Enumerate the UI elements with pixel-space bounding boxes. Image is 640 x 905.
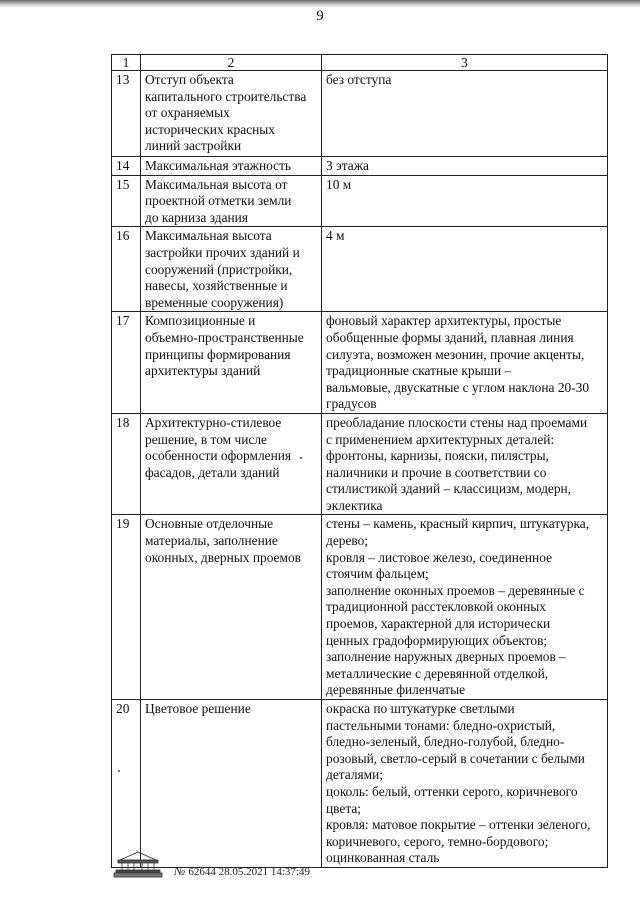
- table-header-row: [112, 55, 608, 71]
- government-seal-icon: [110, 846, 166, 878]
- table-row: [112, 515, 608, 700]
- value-text: коричневого, серого, темно-бордового;: [326, 833, 549, 849]
- value-text: цвета;: [326, 800, 362, 816]
- value-text: заполнение наружных дверных проемов –: [326, 649, 566, 665]
- parameter-text: капитального строительства: [145, 88, 307, 104]
- value-text: фронтоны, карнизы, пояски, пилястры,: [326, 448, 549, 464]
- row-number: 15: [112, 175, 141, 227]
- value-text: кровля – листовое железо, соединенное: [326, 549, 553, 565]
- value-text: 3 этажа: [326, 158, 369, 173]
- parameter-text: Максимальная этажность: [145, 158, 292, 173]
- value-text: деревянные филенчатые: [326, 682, 466, 698]
- value-text: преобладание плоскости стены над проемами: [326, 414, 588, 430]
- parameter-text: до карниза здания: [145, 209, 249, 225]
- parameter-text: проектной отметки земли: [145, 193, 292, 209]
- parameter-text: объемно-пространственные: [145, 329, 304, 345]
- value-cell: [322, 700, 608, 868]
- value-cell: [322, 515, 608, 700]
- value-text: с применением архитектурных деталей:: [326, 431, 555, 447]
- parameter-text: Максимальная высота от: [145, 176, 288, 192]
- parameter-cell: [141, 312, 322, 414]
- row-number: 14: [112, 157, 141, 176]
- parameter-text: Отступ объекта: [145, 72, 234, 87]
- parameter-text: навесы, хозяйственные и: [145, 278, 288, 294]
- parameter-text: фасадов, детали зданий: [145, 464, 280, 480]
- value-text: обобщенные формы зданий, плавная линия: [326, 329, 574, 345]
- parameter-text: Цветовое решение: [145, 701, 251, 716]
- registration-text: 62644 28.05.2021 14:37:49: [188, 866, 310, 878]
- value-text: проемов, характерной для исторически: [326, 616, 551, 632]
- value-cell: [322, 227, 608, 312]
- parameter-text: исторических красных: [145, 121, 275, 137]
- registration-stamp: [174, 864, 310, 879]
- value-text: стилистикой зданий – классицизм, модерн,: [326, 481, 572, 497]
- value-text: кровля: матовое покрытие – оттенки зеленого,: [326, 817, 591, 833]
- value-text: металлические с деревянной отделкой,: [326, 665, 549, 681]
- column-header: 3: [322, 55, 608, 71]
- parameter-text: архитектуры зданий: [145, 363, 261, 379]
- parameter-text: материалы, заполнение: [145, 533, 278, 549]
- scan-speck: [118, 770, 120, 772]
- value-text: оцинкованная сталь: [326, 850, 440, 866]
- value-text: традиционные скатные крыши –: [326, 363, 512, 379]
- table-row: [112, 227, 608, 312]
- row-number: 17: [112, 312, 141, 414]
- parameter-text: оконных, дверных проемов: [145, 549, 301, 565]
- row-number: 18: [112, 413, 141, 515]
- parameter-text: особенности оформления: [145, 448, 292, 464]
- parameter-text: Архитектурно-стилевое: [145, 414, 282, 430]
- row-number: 20: [112, 700, 141, 868]
- value-text: наличники и прочие в соответствии со: [326, 464, 547, 480]
- parameter-cell: [141, 157, 322, 176]
- row-number: 19: [112, 515, 141, 700]
- parameter-text: принципы формирования: [145, 346, 291, 362]
- value-text: силуэта, возможен мезонин, прочие акценты,: [326, 346, 585, 362]
- table-row: [112, 71, 608, 157]
- row-number: 16: [112, 227, 141, 312]
- value-text: цоколь: белый, оттенки серого, коричневого: [326, 783, 578, 799]
- number-sign: №: [174, 864, 186, 878]
- value-text: ценных градоформирующих объектов;: [326, 632, 548, 648]
- value-text: традиционной расстекловкой оконных: [326, 599, 547, 615]
- value-text: окраска по штукатурке светлыми: [326, 701, 515, 716]
- value-text: без отступа: [326, 72, 392, 87]
- parameter-text: Максимальная высота: [145, 228, 272, 244]
- value-cell: [322, 413, 608, 515]
- value-text: фоновый характер архитектуры, простые: [326, 313, 562, 329]
- parameter-cell: [141, 227, 322, 312]
- page-number: 9: [316, 8, 324, 24]
- row-number: 13: [112, 71, 141, 157]
- column-header: 2: [141, 55, 322, 71]
- parameter-text: решение, в том числе: [145, 431, 267, 447]
- parameter-cell: [141, 413, 322, 515]
- table-row: [112, 312, 608, 414]
- parameter-cell: [141, 71, 322, 157]
- value-text: бледно-зеленый, бледно-голубой, бледно-: [326, 734, 565, 750]
- table-row: [112, 700, 608, 868]
- value-cell: [322, 312, 608, 414]
- requirements-table: [111, 54, 608, 868]
- value-text: градусов: [326, 396, 377, 412]
- scan-speck: [300, 457, 302, 459]
- value-text: деталями;: [326, 767, 384, 783]
- parameter-text: застройки прочих зданий и: [145, 244, 300, 260]
- value-text: эклектика: [326, 497, 383, 513]
- value-cell: [322, 157, 608, 176]
- parameter-text: от охраняемых: [145, 105, 230, 121]
- value-text: розовый, светло-серый в сочетании с белыми: [326, 750, 585, 766]
- table-row: [112, 413, 608, 515]
- table-row: [112, 175, 608, 227]
- document-footer: [110, 846, 530, 886]
- parameter-text: временные сооружения): [145, 294, 284, 310]
- parameter-text: Композиционные и: [145, 313, 256, 329]
- parameter-text: Основные отделочные: [145, 516, 274, 532]
- parameter-cell: [141, 700, 322, 868]
- value-cell: [322, 71, 608, 157]
- column-header: 1: [112, 55, 141, 71]
- parameter-text: сооружений (пристройки,: [145, 261, 293, 277]
- value-text: вальмовые, двускатные с углом наклона 20-30: [326, 379, 590, 395]
- parameter-cell: [141, 515, 322, 700]
- value-cell: [322, 175, 608, 227]
- value-text: стены – камень, красный кирпич, штукатурка,: [326, 516, 590, 532]
- value-text: 4 м: [326, 228, 345, 244]
- parameter-text: линий застройки: [145, 138, 242, 154]
- value-text: заполнение оконных проемов – деревянные с: [326, 582, 585, 598]
- value-text: дерево;: [326, 533, 369, 549]
- value-text: 10 м: [326, 176, 352, 192]
- parameter-cell: [141, 175, 322, 227]
- value-text: пастельными тонами: бледно-охристый,: [326, 717, 556, 733]
- value-text: стоячим фальцем;: [326, 566, 429, 582]
- scan-edge: [0, 0, 640, 8]
- table-row: [112, 157, 608, 176]
